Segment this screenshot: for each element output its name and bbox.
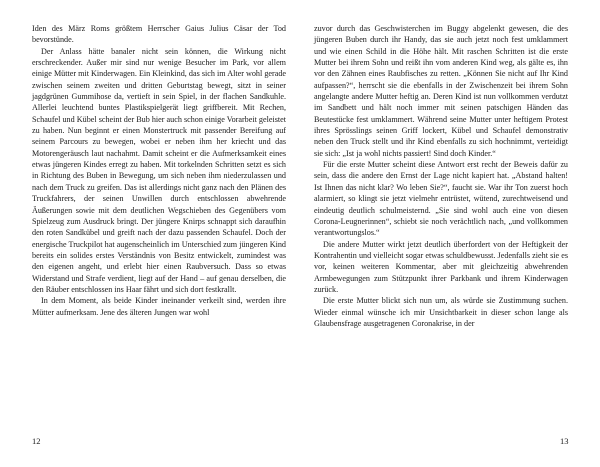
left-page-text	[32, 23, 286, 318]
page-number-left: 12	[32, 436, 41, 446]
paragraph: zuvor durch das Geschwisterchen im Buggy abgelenkt gewesen, die des jüngeren Buben durch ihr Handy, das sie auch jetzt noch fest umklammert und wie einen Schild in die Höhe hält. Mit raschen Schritten ist die erste Mutter bei ihrem Sohn und reißt ihn vom anderen Kind weg, als gälte es, ihn vor den Zähnen eines Raubfisches zu retten. „Können Sie nicht auf Ihr Kind aufpassen?“, herrscht sie die ebenfalls in der Zwischenzeit bei ihrem Sohn angelangte andere Mutter heftig an. Deren Kind ist nun vollkommen verdutzt im Sandbett und hält noch immer mit seinen patschigen Händen das Beutestücke fest umklammert. Während seine Mutter unter heftigem Protest ihres Sprösslings seinen Griff lockert, Kübel und Schaufel demonstrativ neben den Truck stellt und ihr Kind ebenfalls zu sich hochnimmt, verteidigt sie sich: „Ist ja wohl nichts passiert! Sind doch Kinder.“	[314, 24, 568, 158]
page-number-right: 13	[560, 436, 569, 446]
right-page-text	[314, 23, 568, 329]
paragraph: Die andere Mutter wirkt jetzt deutlich überfordert von der Heftigkeit der Kontrahentin und vielleicht sogar etwas schuldbewusst. Jedenfalls zieht sie es vor, keinen weiteren Kommentar, aber mit gleichzeitig abwehrenden Armbewegungen zum Stützpunkt ihrer Parkbank und ihrem Kinderwagen zurück.	[314, 239, 568, 294]
paragraph: In dem Moment, als beide Kinder ineinander verkeilt sind, werden ihre Mütter aufmerksam. Jene des älteren Jungen war wohl	[32, 296, 286, 317]
paragraph: Iden des März Roms größtem Herrscher Gaius Julius Cäsar der Tod bevorstünde.	[32, 24, 286, 45]
paragraph: Der Anlass hätte banaler nicht sein können, die Wirkung nicht erschreckender. Außer mir sind nur wenige Besucher im Park, vor allem einige Mütter mit Kinderwagen. Ein Kleinkind, das sich im Alter wohl gerade zwischen seinem zweiten und dritten Geburtstag bewegt, sitzt in seiner jagdgrünen Gummihose da, vertieft in sein Spiel, in der flachen Sandkuhle. Allerlei leuchtend buntes Plastikspielgerät liegt griffbereit. Mit Rechen, Schaufel und Kübel scheint der Bub hier auch schon einige Vorarbeit geleistet zu haben. Nun beginnt er einen Monstertruck mit passender Bereifung auf seinem Parcours zu bewegen, wobei er neben ihm her kriecht und das Motorengeräusch laut nachahmt. Damit scheint er die Aufmerksamkeit eines etwas jüngeren Kindes erregt zu haben. Mit torkelnden Schritten setzt es sich in Richtung des Buben in Bewegung, um sich neben ihm niederzulassen und nach dem Truck zu greifen. Das ist allerdings nicht ganz nach den Plänen des Truckfahrers, der seinen Unwillen durch entschlossen abwehrende Äußerungen sowie mit dem deutlichen Wegschieben des Gegenübers vom Spielzeug zum Ausdruck bringt. Der jüngere Knirps schnappt sich daraufhin den roten Sandkübel und greift nach der dazu passenden Schaufel. Doch der energische Truckpilot hat augenscheinlich im Unterschied zum jüngeren Kind bereits ein solides erstes Verständnis von Besitz entwickelt, zumindest was den eigenen angeht, und erlebt hier einen Raubversuch. Dass so etwas Widerstand und Strafe verdient, liegt auf der Hand – auf genau derselben, die den Räuber entschlossen ins Haar fährt und sich dort festkrallt.	[32, 46, 286, 294]
paragraph: Die erste Mutter blickt sich nun um, als würde sie Zustimmung suchen. Wieder einmal wünsche ich mir Unsichtbarkeit in dieser schon lange als Glaubensfrage ausgetragenen Coronakrise, in der	[314, 296, 568, 328]
paragraph: Für die erste Mutter scheint diese Antwort erst recht der Beweis dafür zu sein, dass die andere den Ernst der Lage nicht kapiert hat. „Abstand halten! Ist Ihnen das nicht klar? Wo leben Sie?“, faucht sie. War ihr Ton zuerst hoch alarmiert, so klingt sie jetzt vielmehr entrüstet, wütend, zurechtweisend und eindeutig deutlich schulmeisternd. „Sie sind wohl auch eine von diesen Corona-Leugnerinnen“, schiebt sie noch verächtlich nach, „und vollkommen verantwortungslos.“	[314, 160, 568, 238]
